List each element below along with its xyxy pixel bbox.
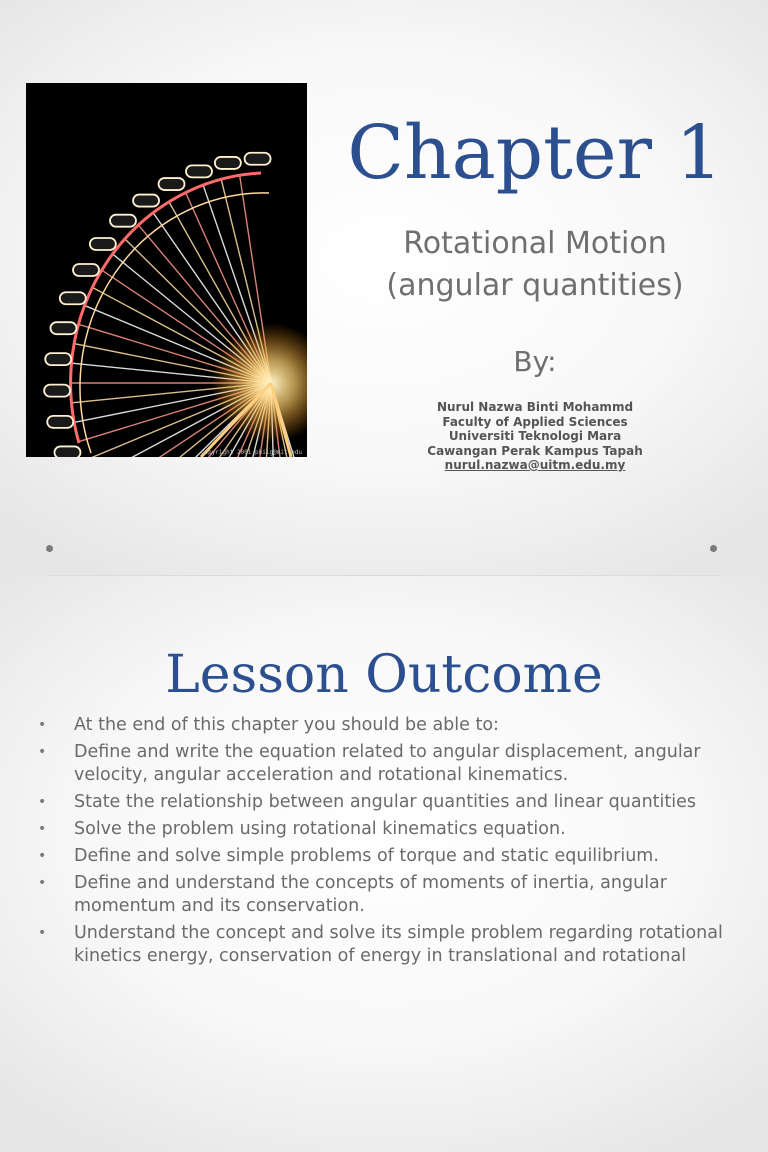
wheel-gondola [60, 292, 86, 304]
wheel-gondola [90, 238, 116, 250]
wheel-gondola [50, 322, 76, 334]
author-university: Universiti Teknologi Mara [448, 429, 622, 443]
outcome-text: State the relationship between angular quantities and linear quantities [74, 792, 696, 812]
outcome-item [38, 714, 738, 737]
lesson-title: Lesson Outcome [165, 645, 603, 705]
wheel-gondola [186, 165, 212, 177]
author-block [320, 400, 750, 473]
lesson-outcome-slide [0, 576, 768, 1152]
ferris-wheel-photo [26, 83, 307, 457]
wheel-gondola [47, 416, 73, 428]
outcome-list [38, 714, 738, 972]
slide-divider [50, 575, 718, 576]
outcome-text: Define and understand the concepts of moments of inertia, angular momentum and its conservation. [74, 873, 667, 916]
wheel-gondola [110, 215, 136, 227]
wheel-gondola [215, 157, 241, 169]
slide-subtitle [320, 223, 750, 307]
bullet-glyph: • [38, 744, 47, 760]
decorative-dot-left [46, 545, 53, 552]
subtitle-line-2: (angular quantities) [386, 268, 684, 303]
outcome-text: Define and solve simple problems of torque and static equilibrium. [74, 846, 659, 866]
outcome-text: At the end of this chapter you should be able to: [74, 715, 499, 735]
bullet-glyph: • [38, 848, 47, 864]
outcome-item [38, 741, 738, 787]
wheel-gondola [245, 153, 271, 165]
author-email-link[interactable]: nurul.nazwa@uitm.edu.my [444, 458, 626, 472]
outcome-item [38, 791, 738, 814]
bullet-glyph: • [38, 925, 47, 941]
outcome-item [38, 872, 738, 918]
slide-title: Chapter 1 [347, 110, 723, 196]
outcome-item [38, 922, 738, 968]
bullet-glyph: • [38, 821, 47, 837]
by-label: By: [513, 345, 557, 378]
author-faculty: Faculty of Applied Sciences [442, 414, 628, 429]
author-campus: Cawangan Perak Kampus Tapah [427, 443, 643, 458]
wheel-gondola [54, 446, 80, 457]
wheel-gondola [44, 385, 70, 397]
wheel-gondola [159, 178, 185, 190]
outcome-text: Solve the problem using rotational kinematics equation. [74, 819, 566, 839]
outcome-item [38, 845, 738, 868]
outcome-text: Understand the concept and solve its simple problem regarding rotational kinetics energy, conservation of energy in translational and rotational [74, 923, 723, 966]
wheel-gondola [45, 353, 71, 365]
outcome-item [38, 818, 738, 841]
subtitle-line-1: Rotational Motion [403, 226, 667, 261]
ferris-wheel-illustration [26, 83, 307, 457]
photo-copyright: copyright 2001 philg@mit.edu [200, 449, 302, 456]
bullet-glyph: • [38, 717, 47, 733]
decorative-dot-right [710, 545, 717, 552]
wheel-gondola [73, 264, 99, 276]
wheel-hub-glow [211, 323, 307, 443]
wheel-gondola [133, 195, 159, 207]
bullet-glyph: • [38, 875, 47, 891]
bullet-glyph: • [38, 794, 47, 810]
outcome-text: Define and write the equation related to angular displacement, angular velocity, angular acceleration and rotational kinematics. [74, 742, 701, 785]
author-name: Nurul Nazwa Binti Mohammd [436, 400, 634, 414]
